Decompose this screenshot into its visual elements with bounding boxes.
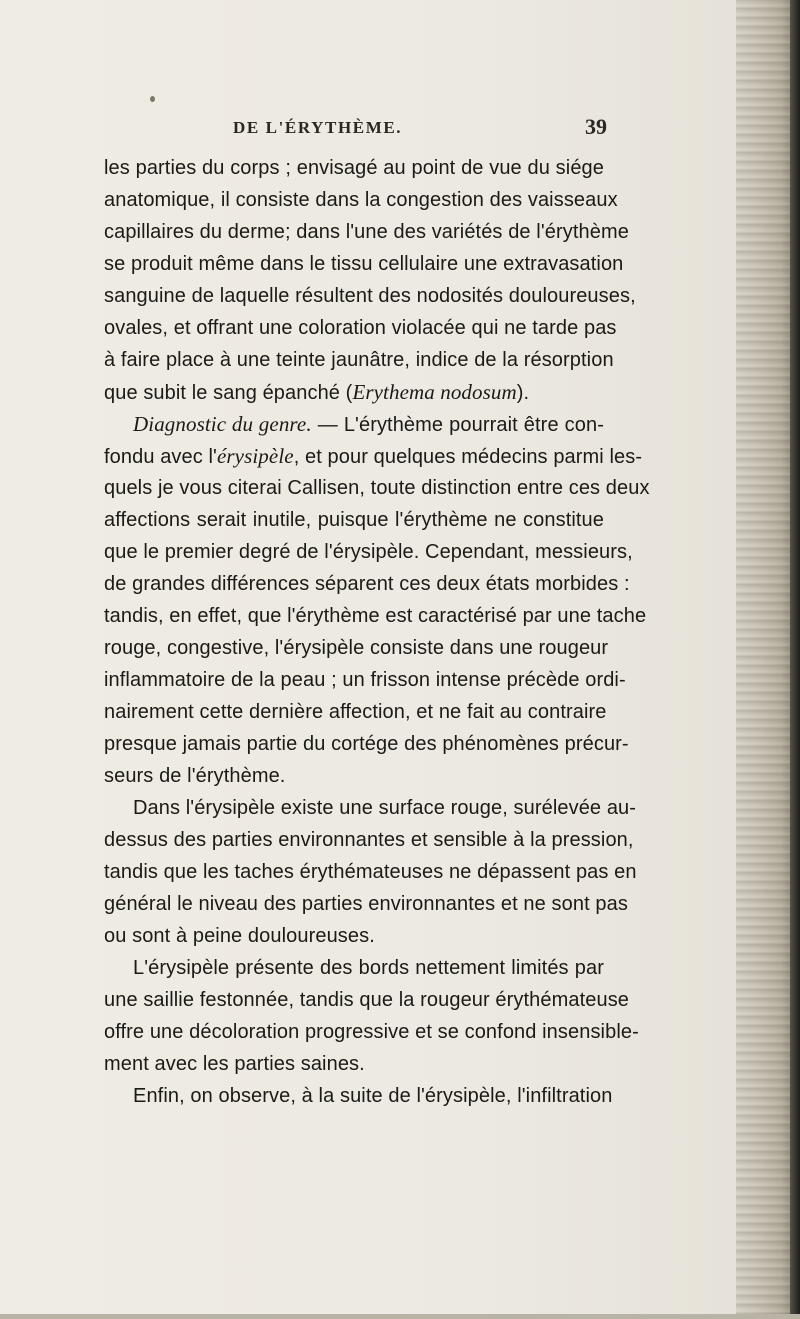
ink-spot: [150, 96, 155, 102]
body-text: [104, 152, 650, 1112]
running-head: DE L'ÉRYTHÈME.: [233, 118, 403, 137]
text-line: L'érysipèle présente des bords nettement limités par: [133, 957, 604, 979]
text-line: quels je vous citerai Callisen, toute distinction entre ces deux: [104, 477, 650, 499]
text-line: ou sont à peine douloureuses.: [104, 925, 375, 947]
text-line: affections serait inutile, puisque l'érythème ne constitue: [104, 509, 604, 531]
text-line: nairement cette dernière affection, et ne fait au contraire: [104, 701, 607, 723]
text-line: tandis, en effet, que l'érythème est caractérisé par une tache: [104, 605, 647, 627]
text-line: que le premier degré de l'érysipèle. Cependant, messieurs,: [104, 541, 633, 563]
text-line: Dans l'érysipèle existe une surface rouge, surélevée au-: [133, 797, 637, 819]
text-line: Enfin, on observe, à la suite de l'érysipèle, l'infiltration: [133, 1085, 613, 1107]
text-line: offre une décoloration progressive et se confond insensible-: [104, 1021, 639, 1043]
text-line: à faire place à une teinte jaunâtre, indice de la résorption: [104, 349, 614, 371]
text-line: seurs de l'érythème.: [104, 765, 286, 787]
text-line: presque jamais partie du cortége des phénomènes précur-: [104, 733, 629, 755]
text-line: les parties du corps ; envisagé au point de vue du siége: [104, 157, 604, 179]
text-line: fondu avec l'érysipèle, et pour quelques médecins parmi les-: [104, 444, 643, 468]
text-line: de grandes différences séparent ces deux états morbides :: [104, 573, 630, 595]
text-line: ment avec les parties saines.: [104, 1053, 365, 1075]
italic-term: érysipèle: [216, 444, 294, 468]
text-line: rouge, congestive, l'érysipèle consiste dans une rougeur: [104, 637, 609, 659]
text-line: sanguine de laquelle résultent des nodosités douloureuses,: [104, 285, 636, 307]
text-line: Diagnostic du genre. — L'érythème pourrait être con-: [133, 412, 604, 436]
text-line: que subit le sang épanché (Erythema nodosum).: [104, 380, 530, 404]
text-line: tandis que les taches érythémateuses ne dépassent pas en: [104, 861, 637, 883]
text-line: anatomique, il consiste dans la congestion des vaisseaux: [104, 189, 618, 211]
text-line: général le niveau des parties environnantes et ne sont pas: [104, 893, 628, 915]
text-line: capillaires du derme; dans l'une des variétés de l'érythème: [104, 221, 629, 243]
page-number: 39: [585, 114, 607, 139]
text-line: une saillie festonnée, tandis que la rougeur érythémateuse: [104, 989, 630, 1011]
text-line: inflammatoire de la peau ; un frisson intense précède ordi-: [104, 669, 626, 691]
text-line: se produit même dans le tissu cellulaire une extravasation: [104, 253, 624, 275]
page-edge: [790, 0, 800, 1319]
text-line: dessus des parties environnantes et sensible à la pression,: [104, 829, 634, 851]
italic-term: Erythema nodosum: [352, 380, 517, 404]
section-heading: Diagnostic du genre.: [133, 412, 312, 436]
page-header: [233, 114, 607, 144]
page-bottom-edge: [0, 1314, 800, 1319]
text-line: ovales, et offrant une coloration violacée qui ne tarde pas: [104, 317, 617, 339]
